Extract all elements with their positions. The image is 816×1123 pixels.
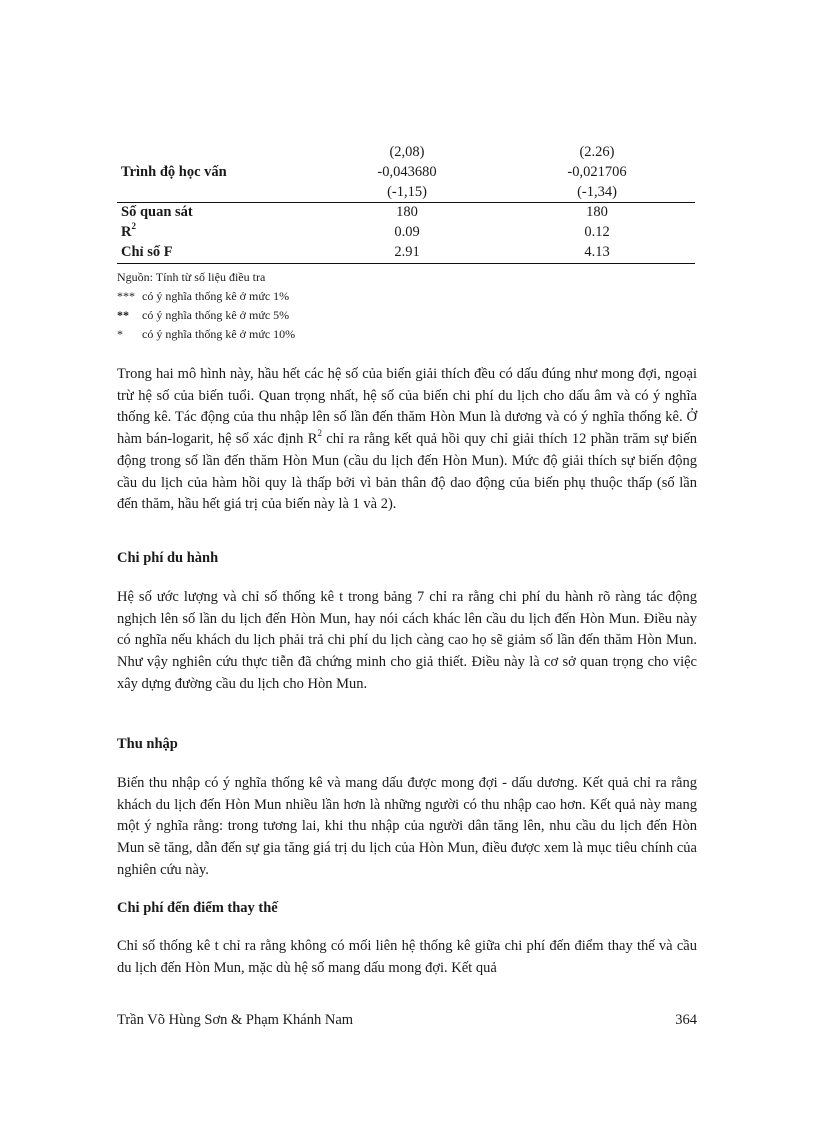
table-notes — [117, 268, 295, 344]
note-mark: *** — [117, 289, 135, 303]
table-cell: 180 — [396, 204, 418, 220]
table-bottom-rule — [117, 263, 695, 264]
row-label-text: R — [121, 224, 132, 240]
significance-note — [117, 325, 295, 344]
page-number: 364 — [675, 1012, 697, 1028]
table-row — [117, 242, 695, 262]
table-cell: 2.91 — [394, 244, 420, 260]
section-heading: Chi phí đến điểm thay thế — [117, 900, 278, 916]
row-label — [121, 222, 136, 242]
table-cell: 0.12 — [584, 224, 610, 240]
table-cell: 180 — [586, 204, 608, 220]
table-row — [117, 202, 695, 222]
paragraph-text: chỉ ra rằng kết quả hồi quy chỉ giải thích 12 phần trăm sự biến động trong số lần đến thăm Hòn Mun (cầu du lịch đến Hòn Mun). Mức độ giải thích sự biến động cầu du lịch của hàm hồi quy là thấp bởi vì bản thân độ dao động của biến phụ thuộc thấp (số lần đến thăm, hầu hết giá trị của biến này là 1 và 2). — [117, 431, 697, 513]
note-mark: ** — [117, 308, 129, 322]
table-cell: -0,021706 — [567, 164, 627, 180]
regression-table — [117, 142, 695, 262]
table-cell: 0.09 — [394, 224, 420, 240]
table-row — [117, 142, 695, 162]
footer-author: Trần Võ Hùng Sơn & Phạm Khánh Nam — [117, 1012, 354, 1028]
row-label: Chỉ số F — [121, 244, 173, 260]
table-cell: (-1,34) — [577, 184, 617, 200]
superscript: 2 — [131, 221, 136, 232]
table-row — [117, 182, 695, 202]
note-text: có ý nghĩa thống kê ở mức 5% — [142, 308, 290, 322]
table-row — [117, 162, 695, 182]
body-paragraph: Hệ số ước lượng và chỉ số thống kê t trong bảng 7 chỉ ra rằng chi phí du hành rõ ràng tác động nghịch lên số lần du lịch đến Hòn Mun, hay nói cách khác lên cầu du lịch đến Hòn Mun. Điều này có nghĩa nếu khách du lịch phải trả chi phí du lịch càng cao họ sẽ giảm số lần đến thăm Hòn Mun. Như vậy nghiên cứu thực tiễn đã chứng minh cho giả thiết. Điều này là cơ sở quan trọng cho việc xây dựng đường cầu du lịch cho Hòn Mun. — [117, 589, 697, 692]
source-note: Nguồn: Tính từ số liệu điều tra — [117, 270, 266, 284]
body-paragraph: Biến thu nhập có ý nghĩa thống kê và mang dấu được mong đợi - dấu dương. Kết quả chỉ ra rằng khách du lịch đến Hòn Mun nhiều lần hơn là những người có thu nhập cao hơn. Kết quả này mang một ý nghĩa rằng: trong tương lai, khi thu nhập của người dân tăng lên, nhu cầu du lịch đến Hòn Mun sẽ tăng, dẫn đến sự gia tăng giá trị du lịch của Hòn Mun, điều được xem là mục tiêu chính của nghiên cứu này. — [117, 775, 697, 878]
significance-note — [117, 287, 295, 306]
body-paragraph — [117, 364, 697, 516]
note-mark: * — [117, 327, 123, 341]
significance-note — [117, 306, 295, 325]
table-cell: (2,08) — [389, 144, 425, 160]
note-text: có ý nghĩa thống kê ở mức 1% — [142, 289, 290, 303]
table-cell: (-1,15) — [387, 184, 427, 200]
section-heading: Chi phí du hành — [117, 550, 219, 566]
section-heading: Thu nhập — [117, 736, 178, 752]
superscript: 2 — [317, 428, 322, 439]
table-cell: (2.26) — [579, 144, 615, 160]
table-cell: -0,043680 — [377, 164, 437, 180]
body-paragraph: Chỉ số thống kê t chỉ ra rằng không có mối liên hệ thống kê giữa chi phí đến điểm thay thế và cầu du lịch đến Hòn Mun, mặc dù hệ số mang dấu mong đợi. Kết quả — [117, 938, 697, 976]
note-text: có ý nghĩa thống kê ở mức 10% — [142, 327, 296, 341]
table-cell: 4.13 — [584, 244, 610, 260]
table-row — [117, 222, 695, 242]
row-label: Số quan sát — [121, 204, 193, 220]
paragraph-text: Trong hai mô hình này, hầu hết các hệ số của biến giải thích đều có dấu đúng như mong đợi, ngoại trừ hệ số của biến tuổi. Quan trọng nhất, hệ số của biến chi phí du lịch cho dấu âm và có ý nghĩa thống kê. Tác động của thu nhập lên số lần đến thăm Hòn Mun là dương và có ý nghĩa thống kê. Ở hàm bán-logarit, hệ số xác định R — [117, 366, 697, 448]
row-label: Trình độ học vấn — [121, 164, 227, 180]
